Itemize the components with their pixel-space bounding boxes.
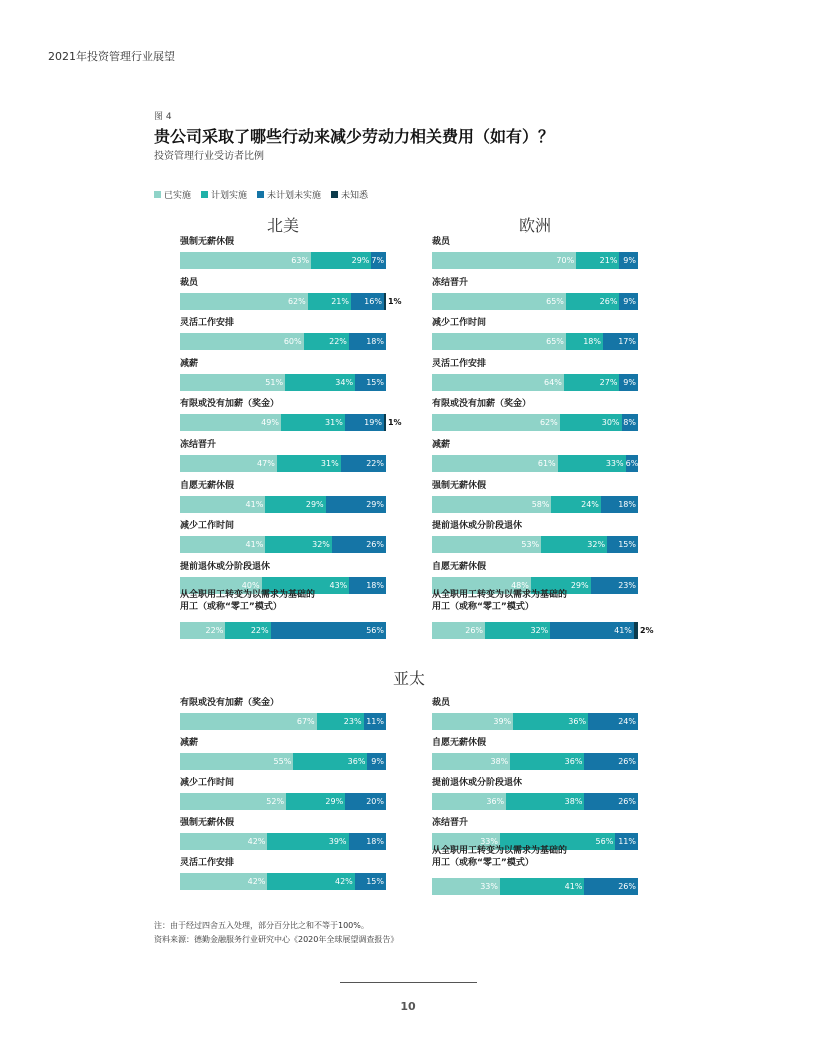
bar-segment-implemented: 41%: [180, 536, 265, 553]
stacked-bar: [180, 622, 386, 639]
stacked-bar: [432, 293, 638, 310]
bar-segment-not-planned: 17%: [603, 333, 638, 350]
bar-segment-not-planned: 23%: [591, 577, 638, 594]
bar-item: [432, 737, 636, 766]
bar-item: [180, 236, 385, 265]
bar-segment-planned: 22%: [304, 333, 349, 350]
bar-segment-not-planned: 9%: [619, 374, 638, 391]
page-number: 10: [400, 1000, 416, 1013]
bar-label: 自愿无薪休假: [432, 561, 487, 572]
stacked-bar: [432, 252, 638, 269]
bar-label-unknown: 1%: [387, 418, 402, 428]
stacked-bar: [180, 293, 402, 310]
bar-label: 减少工作时间: [180, 778, 235, 788]
bar-segment-planned: 31%: [277, 455, 341, 472]
bar-label-line2: 用工（或称“零工”模式）: [432, 602, 534, 613]
bar-item: [432, 480, 636, 509]
stacked-bar: [180, 333, 386, 350]
bar-segment-implemented: 26%: [432, 622, 485, 639]
bar-label: 提前退休或分阶段退休: [432, 521, 523, 532]
chart-subtitle: 投资管理行业受访者比例: [154, 151, 264, 162]
bar-segment-not-planned: 16%: [351, 293, 384, 310]
bar-segment-implemented: 48%: [432, 577, 531, 594]
stacked-bar: [432, 414, 638, 431]
bar-item: [180, 358, 384, 387]
footnote: 注：由于经过四舍五入处理，部分百分比之和不等于100%。: [154, 921, 369, 930]
bar-segment-implemented: 65%: [432, 293, 566, 310]
bar-segment-planned: 27%: [564, 374, 620, 391]
bar-item: [180, 857, 384, 886]
bar-label: 有限或没有加薪（奖金）: [180, 399, 280, 410]
bar-segment-planned: 18%: [566, 333, 603, 350]
bar-label: 减薪: [432, 440, 451, 450]
bar-segment-not-planned: 15%: [355, 374, 386, 391]
stacked-bar: [180, 455, 386, 472]
stacked-bar: [432, 536, 638, 553]
bar-segment-not-planned: 9%: [619, 252, 638, 269]
bar-segment-not-planned: 24%: [588, 713, 638, 730]
bar-segment-implemented: 67%: [180, 713, 317, 730]
stacked-bar: [180, 873, 386, 890]
bar-segment-planned: 34%: [285, 374, 355, 391]
bar-label: 冻结晋升: [432, 277, 469, 288]
bar-segment-not-planned: 19%: [345, 414, 384, 431]
bar-label: 灵活工作安排: [180, 858, 235, 868]
legend-label: 已实施: [164, 191, 192, 201]
bar-segment-implemented: 61%: [432, 455, 558, 472]
legend-item-implemented: [154, 188, 191, 201]
source-note: 资料来源：德勤金融服务行业研究中心《2020年全球展望调查报告》: [154, 935, 399, 944]
bar-label: 自愿无薪休假: [180, 480, 235, 491]
bar-label-line2: 用工（或称“零工”模式）: [180, 602, 282, 613]
bar-segment-planned: 21%: [576, 252, 619, 269]
bar-segment-not-planned: 6%: [626, 455, 638, 472]
bar-segment-implemented: 62%: [180, 293, 308, 310]
bar-segment-planned: 32%: [485, 622, 550, 639]
bar-segment-implemented: 55%: [180, 753, 293, 770]
bar-segment-implemented: 65%: [432, 333, 566, 350]
bar-segment-planned: 56%: [500, 833, 615, 850]
bar-label: 从全职用工转变为以需求为基础的: [180, 590, 316, 601]
bar-segment-planned: 30%: [560, 414, 622, 431]
bar-item: [432, 398, 636, 428]
bar-label: 裁员: [180, 277, 199, 288]
stacked-bar: [180, 252, 386, 269]
divider: [340, 982, 477, 983]
bar-segment-implemented: 40%: [180, 577, 262, 594]
stacked-bar: [180, 753, 386, 770]
bar-label: 自愿无薪休假: [432, 738, 487, 748]
bar-segment-implemented: 70%: [432, 252, 576, 269]
bar-segment-not-planned: 26%: [584, 878, 638, 895]
bar-segment-not-planned: 18%: [349, 577, 386, 594]
stacked-bar: [432, 753, 638, 770]
bar-label-line2: 用工（或称“零工”模式）: [432, 858, 534, 868]
legend-label: 未知悉: [341, 191, 369, 201]
bar-item: [180, 520, 384, 550]
legend-swatch: [331, 191, 338, 198]
stacked-bar: [432, 496, 638, 513]
bar-label: 提前退休或分阶段退休: [180, 561, 271, 572]
stacked-bar: [432, 793, 638, 810]
bar-segment-implemented: 33%: [432, 833, 500, 850]
legend: [154, 188, 368, 201]
bar-segment-not-planned: 18%: [349, 833, 386, 850]
bar-label: 有限或没有加薪（奖金）: [432, 399, 532, 410]
legend-swatch: [257, 191, 264, 198]
region-title-europe: 欧洲: [518, 216, 551, 235]
bar-item: [180, 817, 384, 846]
bar-segment-not-planned: 7%: [371, 252, 386, 269]
bar-item: [180, 480, 384, 509]
bar-label: 减少工作时间: [180, 521, 235, 532]
bar-segment-not-planned: 22%: [341, 455, 386, 472]
bar-label: 减薪: [180, 738, 199, 748]
bar-label: 灵活工作安排: [180, 318, 235, 329]
bar-label: 强制无薪休假: [180, 818, 235, 828]
bar-segment-implemented: 22%: [180, 622, 225, 639]
bar-segment-planned: 39%: [267, 833, 348, 850]
bar-segment-planned: 24%: [551, 496, 600, 513]
bar-label: 有限或没有加薪（奖金）: [180, 698, 280, 708]
bar-segment-planned: 26%: [566, 293, 620, 310]
bar-segment-planned: 29%: [265, 496, 325, 513]
stacked-bar: [180, 793, 386, 810]
bar-item: [432, 520, 636, 550]
bar-item: [180, 777, 384, 806]
bar-segment-implemented: 38%: [432, 753, 510, 770]
page-header: 2021年投资管理行业展望: [48, 50, 175, 63]
bar-segment-implemented: 51%: [180, 374, 285, 391]
bar-label: 从全职用工转变为以需求为基础的: [432, 590, 568, 601]
region-title-north-america: 北美: [266, 216, 299, 235]
bar-item: [180, 697, 384, 726]
bar-segment-implemented: 64%: [432, 374, 564, 391]
bar-segment-not-planned: 18%: [601, 496, 638, 513]
bar-label: 从全职用工转变为以需求为基础的: [432, 846, 568, 856]
bar-item: [180, 277, 402, 306]
bar-item: [432, 697, 636, 726]
stacked-bar: [432, 374, 638, 391]
bar-item: [180, 398, 402, 428]
legend-item-not-planned: [257, 188, 321, 201]
stacked-bar: [432, 878, 638, 895]
bar-segment-planned: 36%: [510, 753, 584, 770]
bar-segment-not-planned: 9%: [367, 753, 386, 770]
bar-label: 裁员: [432, 237, 451, 247]
bar-item: [432, 777, 636, 806]
stacked-bar: [432, 455, 638, 472]
bar-segment-not-planned: 15%: [607, 536, 638, 553]
bar-segment-implemented: 39%: [432, 713, 513, 730]
bar-item: [432, 439, 638, 468]
bar-segment-planned: 29%: [531, 577, 591, 594]
figure-label: 图 4: [154, 112, 172, 122]
bar-segment-implemented: 42%: [180, 873, 267, 890]
stacked-bar: [180, 496, 386, 513]
bar-segment-planned: 31%: [281, 414, 345, 431]
bar-segment-planned: 32%: [541, 536, 607, 553]
bar-segment-not-planned: 18%: [349, 333, 386, 350]
bar-item: [432, 845, 636, 891]
stacked-bar: [180, 713, 386, 730]
bar-label-unknown: 2%: [639, 626, 654, 636]
bar-segment-planned: 36%: [293, 753, 367, 770]
bar-segment-planned: 22%: [225, 622, 270, 639]
bar-label: 灵活工作安排: [432, 358, 487, 369]
bar-label: 裁员: [432, 698, 451, 708]
bar-segment-not-planned: 26%: [332, 536, 386, 553]
stacked-bar: [432, 333, 638, 350]
legend-label: 未计划未实施: [267, 191, 322, 201]
bar-segment-planned: 38%: [506, 793, 584, 810]
bar-item: [432, 817, 636, 846]
bar-label-unknown: 1%: [387, 296, 402, 306]
bar-segment-implemented: 41%: [180, 496, 265, 513]
bar-segment-not-planned: 9%: [619, 293, 638, 310]
bar-item: [432, 277, 636, 306]
bar-segment-planned: 32%: [265, 536, 332, 553]
bar-item: [432, 317, 636, 347]
bar-segment-implemented: 53%: [432, 536, 541, 553]
bar-label: 冻结晋升: [180, 440, 217, 450]
bar-label: 强制无薪休假: [432, 480, 487, 491]
bar-segment-implemented: 63%: [180, 252, 311, 269]
bar-segment-not-planned: 29%: [326, 496, 386, 513]
stacked-bar: [432, 622, 654, 639]
bar-segment-not-planned: 26%: [584, 793, 638, 810]
bar-item: [432, 236, 636, 265]
bar-segment-implemented: 52%: [180, 793, 286, 810]
legend-item-unknown: [331, 188, 368, 201]
bar-segment-planned: 42%: [267, 873, 354, 890]
bar-segment-not-planned: 20%: [345, 793, 386, 810]
bar-segment-implemented: 49%: [180, 414, 281, 431]
stacked-bar: [180, 536, 386, 553]
bar-item: [180, 737, 384, 766]
bar-segment-not-planned: 26%: [584, 753, 638, 770]
bar-segment-not-planned: 11%: [615, 833, 638, 850]
chart-title: 贵公司采取了哪些行动来减少劳动力相关费用（如有）？: [154, 127, 555, 146]
bar-segment-planned: 29%: [311, 252, 371, 269]
bar-label: 提前退休或分阶段退休: [432, 778, 523, 788]
bar-item: [180, 589, 384, 636]
stacked-bar: [432, 713, 638, 730]
region-title-asia-pacific: 亚太: [392, 669, 425, 688]
bar-segment-planned: 43%: [262, 577, 350, 594]
bar-item: [432, 561, 636, 590]
bar-item: [180, 317, 384, 347]
stacked-bar: [180, 833, 386, 850]
bar-segment-planned: 29%: [286, 793, 345, 810]
bar-segment-implemented: 42%: [180, 833, 267, 850]
bar-segment-implemented: 60%: [180, 333, 304, 350]
bar-segment-planned: 23%: [317, 713, 364, 730]
stacked-bar: [180, 414, 402, 431]
bar-segment-not-planned: 41%: [550, 622, 634, 639]
bar-segment-not-planned: 8%: [622, 414, 638, 431]
bar-segment-not-planned: 11%: [364, 713, 386, 730]
bar-label: 减薪: [180, 358, 199, 369]
bar-segment-implemented: 47%: [180, 455, 277, 472]
bar-item: [432, 589, 654, 636]
legend-swatch: [201, 191, 208, 198]
legend-swatch: [154, 191, 161, 198]
bar-label: 强制无薪休假: [180, 237, 235, 247]
bar-segment-implemented: 33%: [432, 878, 500, 895]
bar-item: [180, 561, 384, 590]
bar-segment-implemented: 58%: [432, 496, 551, 513]
bar-segment-planned: 36%: [513, 713, 588, 730]
bar-segment-not-planned: 15%: [355, 873, 386, 890]
legend-item-planned: [201, 188, 247, 201]
bar-segment-implemented: 62%: [432, 414, 560, 431]
stacked-bar: [180, 374, 386, 391]
bar-segment-implemented: 36%: [432, 793, 506, 810]
bar-segment-planned: 21%: [308, 293, 351, 310]
legend-label: 计划实施: [211, 191, 248, 201]
bar-segment-planned: 41%: [500, 878, 584, 895]
bar-label: 冻结晋升: [432, 818, 469, 828]
bar-segment-not-planned: 56%: [271, 622, 386, 639]
bar-segment-planned: 33%: [558, 455, 626, 472]
bar-item: [180, 439, 384, 468]
bar-item: [432, 358, 636, 387]
bar-label: 减少工作时间: [432, 318, 487, 329]
